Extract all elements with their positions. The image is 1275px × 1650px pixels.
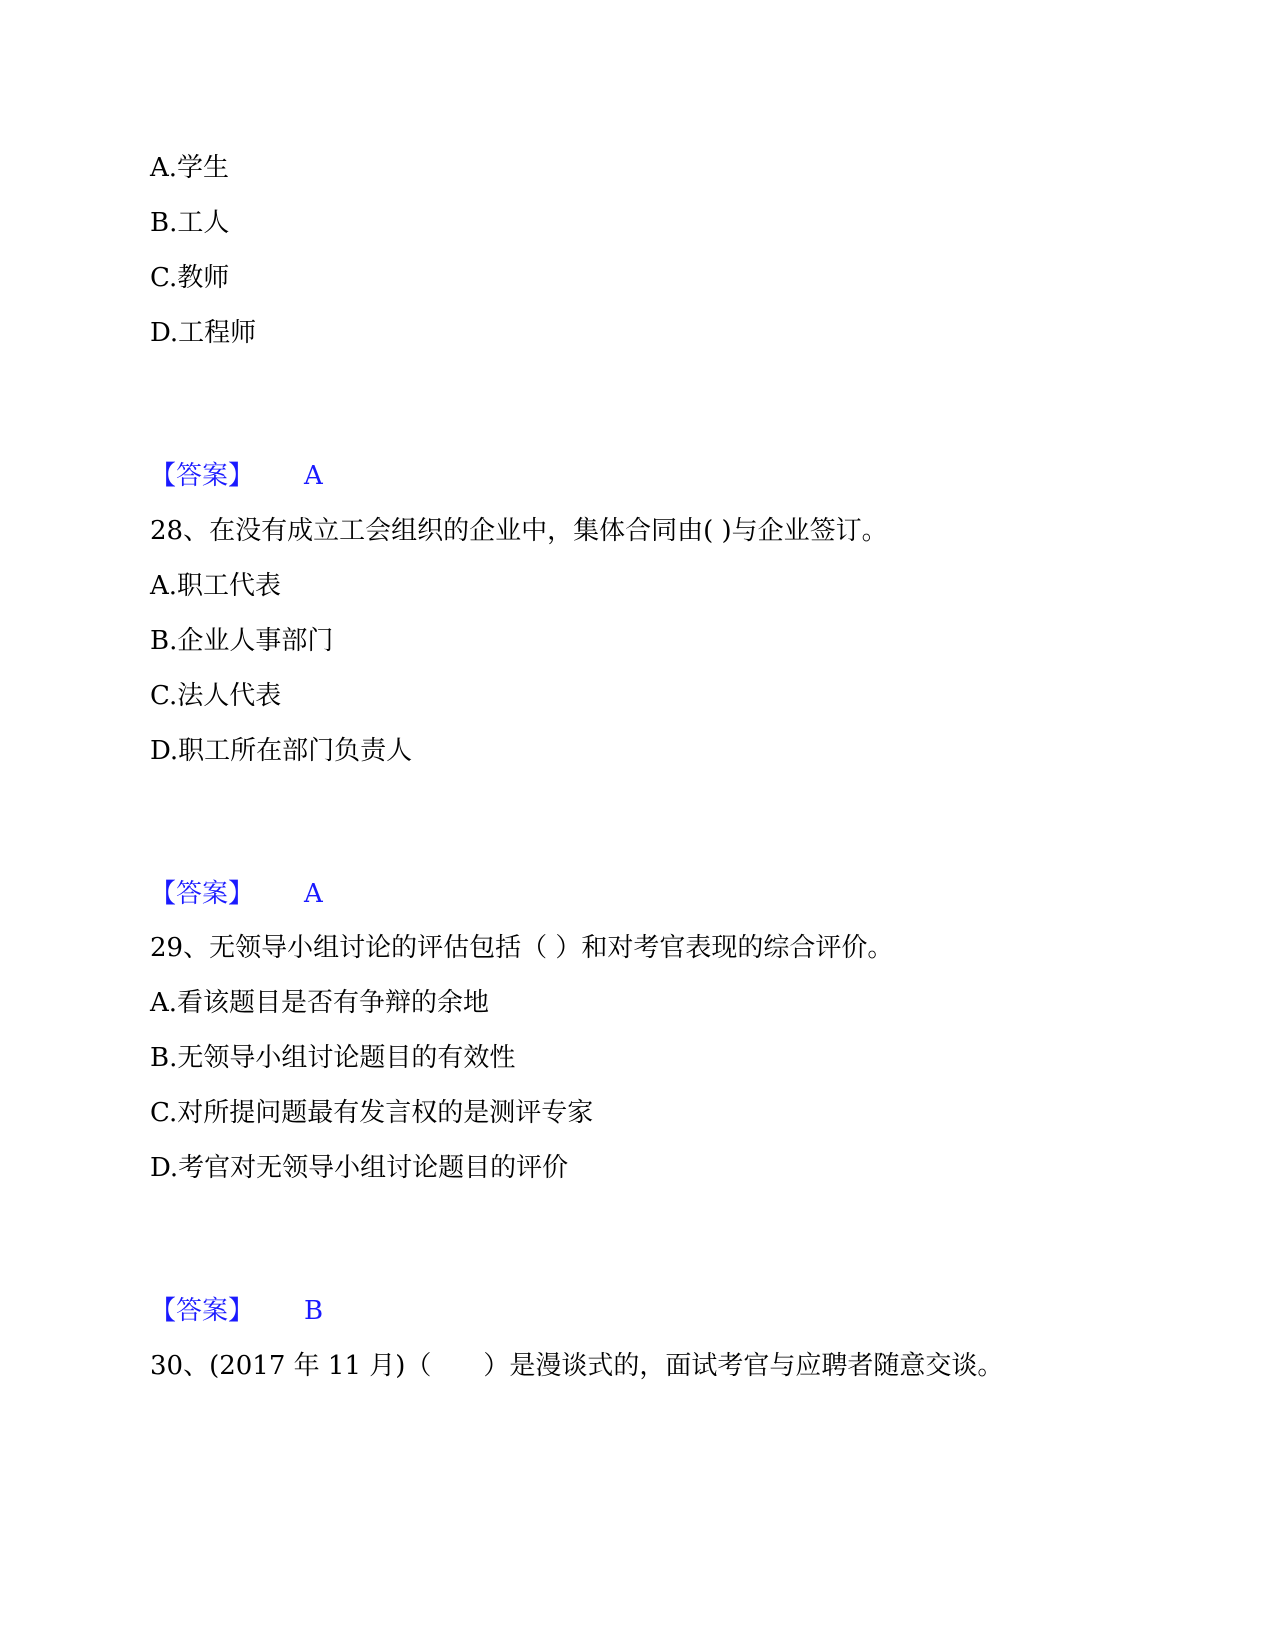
q27-option-b: B.工人: [150, 208, 230, 238]
q27-option-a: A.学生: [150, 153, 230, 183]
q29-option-a: A.看该题目是否有争辩的余地: [150, 988, 490, 1018]
q27-option-c: C.教师: [150, 263, 230, 293]
q29-option-b: B.无领导小组讨论题目的有效性: [150, 1043, 516, 1073]
answer-value: B: [304, 1296, 324, 1326]
q30-question: 30、(2017 年 11 月)（ ）是漫谈式的，面试考官与应聘者随意交谈。: [150, 1351, 1004, 1381]
q29-option-d: D.考官对无领导小组讨论题目的评价: [150, 1153, 569, 1183]
q28-answer: [150, 878, 323, 910]
q28-option-b: B.企业人事部门: [150, 626, 334, 656]
q28-option-d: D.职工所在部门负责人: [150, 736, 413, 766]
q27-answer: [150, 460, 323, 492]
q28-option-c: C.法人代表: [150, 681, 282, 711]
answer-label: 【答案】: [150, 879, 255, 909]
answer-label: 【答案】: [150, 461, 255, 491]
q29-question: 29、无领导小组讨论的评估包括（ ）和对考官表现的综合评价。: [150, 933, 894, 963]
q28-question: 28、在没有成立工会组织的企业中，集体合同由( )与企业签订。: [150, 516, 888, 546]
q29-option-c: C.对所提问题最有发言权的是测评专家: [150, 1098, 594, 1128]
q28-option-a: A.职工代表: [150, 571, 282, 601]
answer-label: 【答案】: [150, 1296, 255, 1326]
answer-value: A: [304, 879, 323, 909]
q27-option-d: D.工程师: [150, 318, 257, 348]
q29-answer: [150, 1295, 323, 1327]
answer-value: A: [304, 461, 323, 491]
